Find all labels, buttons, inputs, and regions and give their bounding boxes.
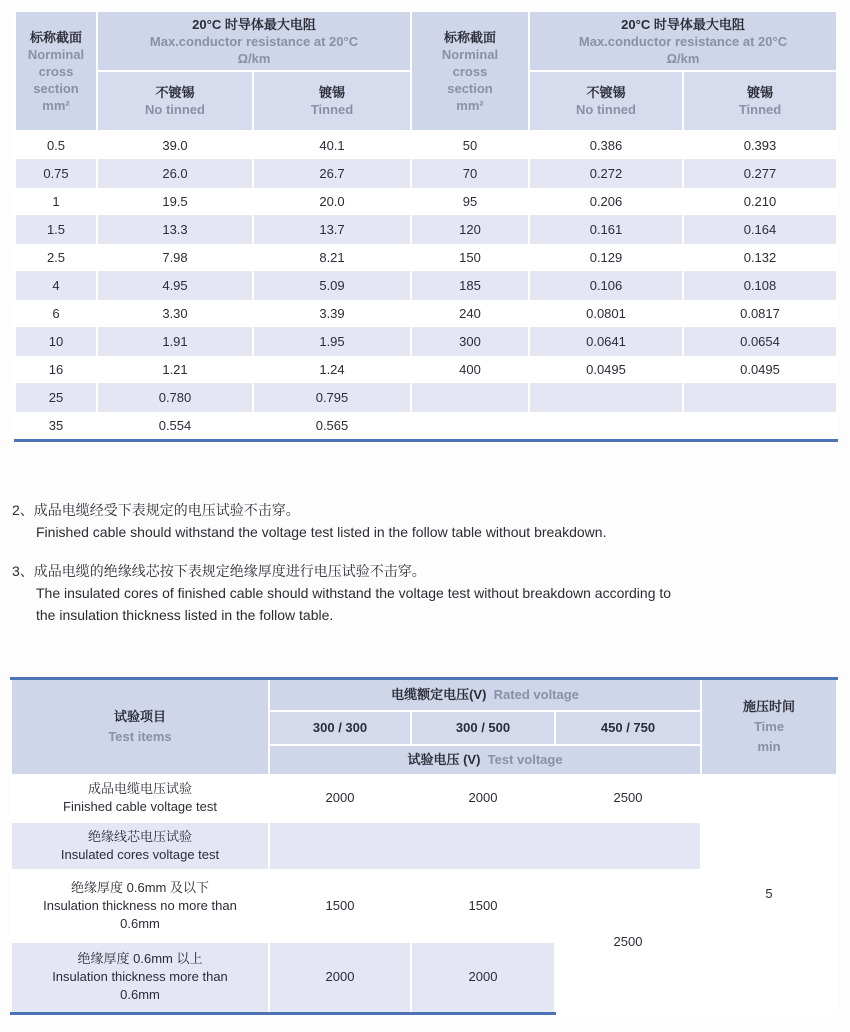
note-item-2 — [12, 499, 606, 543]
header-untinned — [97, 71, 253, 131]
header-time-cn: 施压时间 — [743, 698, 796, 714]
header-test-voltage-cn: 试验电压 (V) — [407, 751, 481, 767]
table-cell: 26.7 — [253, 160, 411, 188]
table-cell: 35 — [15, 412, 97, 441]
cell-time-value: 5 — [701, 775, 837, 1014]
header-untinned-cn: 不镀锡 — [586, 85, 626, 100]
header-resistance-en: Max.conductor resistance at 20°C — [578, 33, 788, 49]
header-section-cn: 标称截面 — [29, 29, 82, 45]
table-row — [15, 412, 837, 441]
header-test-items-en: Test items — [108, 728, 172, 744]
table-cell: 1.91 — [97, 328, 253, 356]
table-cell: 2.5 — [15, 244, 97, 272]
table-cell: 0.108 — [683, 272, 837, 300]
header-time-en: Time — [753, 718, 785, 734]
row-label-en: Insulated cores voltage test — [60, 846, 220, 862]
table-cell: 0.161 — [529, 216, 683, 244]
header-test-items-cn: 试验项目 — [113, 708, 166, 724]
table-cell — [683, 412, 837, 441]
table-cell: 0.210 — [683, 188, 837, 216]
header-rated-cn: 电缆额定电压(V) — [391, 686, 487, 702]
table-row — [15, 272, 837, 300]
header-section-2 — [411, 11, 529, 131]
table-cell: 5.09 — [253, 272, 411, 300]
table-cell: 3.30 — [97, 300, 253, 328]
table-cell: 1.24 — [253, 356, 411, 384]
cell-value: 2000 — [411, 942, 555, 1014]
table-cell: 0.272 — [529, 160, 683, 188]
table-row — [15, 216, 837, 244]
header-section — [15, 11, 97, 131]
table-cell: 4.95 — [97, 272, 253, 300]
table-cell: 13.3 — [97, 216, 253, 244]
table-cell: 300 — [411, 328, 529, 356]
table-cell — [683, 384, 837, 412]
table-cell: 13.7 — [253, 216, 411, 244]
table-row — [15, 300, 837, 328]
table-cell: 20.0 — [253, 188, 411, 216]
table-cell: 120 — [411, 216, 529, 244]
table-cell: 3.39 — [253, 300, 411, 328]
table-cell: 0.0654 — [683, 328, 837, 356]
table-cell: 240 — [411, 300, 529, 328]
row-label-en: Finished cable voltage test — [63, 799, 217, 814]
header-time — [701, 679, 837, 775]
row-label-cn: 绝缘线芯电压试验 — [87, 828, 192, 844]
header-test-voltage-en: Test voltage — [487, 751, 563, 767]
header-section-cn: 标称截面 — [443, 29, 496, 45]
table-cell: 19.5 — [97, 188, 253, 216]
table-cell: 40.1 — [253, 131, 411, 160]
cell-value-merged: 2500 — [555, 870, 701, 1014]
header-section-en: Norminal cross section — [441, 46, 499, 96]
table-cell: 0.565 — [253, 412, 411, 441]
conductor-resistance-table — [14, 10, 838, 442]
header-voltage-300-500: 300 / 500 — [411, 711, 555, 745]
table-cell: 6 — [15, 300, 97, 328]
header-resistance-unit: Ω/km — [237, 50, 271, 66]
note-2-cn: 2、成品电缆经受下表规定的电压试验不击穿。 — [12, 502, 300, 518]
table-cell: 1.95 — [253, 328, 411, 356]
table-cell: 0.206 — [529, 188, 683, 216]
table-cell: 0.386 — [529, 131, 683, 160]
table-cell: 0.0801 — [529, 300, 683, 328]
table-cell: 0.106 — [529, 272, 683, 300]
table-cell: 0.129 — [529, 244, 683, 272]
table-cell: 39.0 — [97, 131, 253, 160]
header-voltage-450-750: 450 / 750 — [555, 711, 701, 745]
header-resistance-2 — [529, 11, 837, 71]
header-resistance-unit: Ω/km — [666, 50, 700, 66]
table-cell: 0.780 — [97, 384, 253, 412]
row-label-en: Insulation thickness no more than 0.6mm — [43, 897, 237, 931]
row-insulated-cores-label — [11, 822, 269, 870]
header-test-voltage — [269, 745, 701, 775]
table-cell — [411, 384, 529, 412]
table-cell: 7.98 — [97, 244, 253, 272]
row-finished-cable-label — [11, 775, 269, 822]
table-row — [15, 384, 837, 412]
header-section-unit: mm² — [42, 97, 70, 113]
note-3-cn: 3、成品电缆的绝缘线芯按下表规定绝缘厚度进行电压试验不击穿。 — [12, 563, 426, 579]
cell-value: 2000 — [269, 775, 411, 822]
table-cell: 8.21 — [253, 244, 411, 272]
table-cell: 26.0 — [97, 160, 253, 188]
table-cell: 0.795 — [253, 384, 411, 412]
header-section-unit: mm² — [456, 97, 484, 113]
table-cell: 0.0495 — [529, 356, 683, 384]
table-cell: 0.277 — [683, 160, 837, 188]
table-cell — [529, 412, 683, 441]
table-cell: 1 — [15, 188, 97, 216]
cell-blank — [269, 822, 701, 870]
header-tinned — [253, 71, 411, 131]
note-3-en-line2: the insulation thickness listed in the follow table. — [36, 607, 334, 623]
table-cell: 150 — [411, 244, 529, 272]
row-label-cn: 成品电缆电压试验 — [87, 781, 192, 796]
table-cell: 0.554 — [97, 412, 253, 441]
cell-value: 2000 — [269, 942, 411, 1014]
cell-value: 2500 — [555, 775, 701, 822]
table-cell: 95 — [411, 188, 529, 216]
table-cell: 4 — [15, 272, 97, 300]
table-cell: 0.132 — [683, 244, 837, 272]
table-cell: 16 — [15, 356, 97, 384]
table-cell: 0.0817 — [683, 300, 837, 328]
table-cell: 1.5 — [15, 216, 97, 244]
table-cell: 400 — [411, 356, 529, 384]
table-row — [15, 328, 837, 356]
table-cell: 0.393 — [683, 131, 837, 160]
note-item-3 — [12, 560, 671, 626]
header-resistance-en: Max.conductor resistance at 20°C — [149, 33, 359, 49]
table-cell: 50 — [411, 131, 529, 160]
header-untinned-en: No tinned — [145, 102, 205, 117]
header-untinned-en: No tinned — [576, 102, 636, 117]
header-test-items — [11, 679, 269, 775]
table-row — [15, 244, 837, 272]
table-row — [15, 160, 837, 188]
row-label-cn: 绝缘厚度 0.6mm 以上 — [77, 951, 203, 967]
table-cell: 0.164 — [683, 216, 837, 244]
header-untinned-2 — [529, 71, 683, 131]
header-resistance-cn: 20°C 时导体最大电阻 — [192, 16, 316, 32]
table-cell — [529, 384, 683, 412]
table-cell: 0.0641 — [529, 328, 683, 356]
header-rated-voltage — [269, 679, 701, 711]
row-label-en: Insulation thickness more than 0.6mm — [52, 969, 228, 1003]
table-cell: 70 — [411, 160, 529, 188]
table-cell: 0.75 — [15, 160, 97, 188]
header-time-unit: min — [757, 738, 781, 754]
header-rated-en: Rated voltage — [493, 686, 579, 702]
table-row — [15, 188, 837, 216]
row-thickness-le-label — [11, 870, 269, 942]
header-untinned-cn: 不镀锡 — [155, 85, 195, 100]
note-2-en: Finished cable should withstand the voltage test listed in the follow table without breakdown. — [36, 524, 607, 540]
header-resistance-cn: 20°C 时导体最大电阻 — [621, 16, 745, 32]
table-cell: 0.0495 — [683, 356, 837, 384]
table-cell: 25 — [15, 384, 97, 412]
header-tinned-2 — [683, 71, 837, 131]
header-tinned-cn: 镀锡 — [318, 85, 345, 100]
voltage-test-table — [10, 677, 838, 1015]
row-thickness-gt-label — [11, 942, 269, 1014]
cell-value: 1500 — [411, 870, 555, 942]
table-cell: 0.5 — [15, 131, 97, 160]
table-cell: 185 — [411, 272, 529, 300]
table-cell: 1.21 — [97, 356, 253, 384]
header-tinned-en: Tinned — [738, 102, 782, 117]
table-cell: 10 — [15, 328, 97, 356]
table-cell — [411, 412, 529, 441]
note-3-en-line1: The insulated cores of finished cable should withstand the voltage test without breakdown according to — [36, 585, 672, 601]
header-tinned-en: Tinned — [310, 102, 354, 117]
table-row — [15, 131, 837, 160]
resistance-table-body — [15, 131, 837, 441]
table-row — [15, 356, 837, 384]
cell-value: 2000 — [411, 775, 555, 822]
header-resistance — [97, 11, 411, 71]
header-tinned-cn: 镀锡 — [746, 85, 773, 100]
cell-value: 1500 — [269, 870, 411, 942]
header-section-en: Norminal cross section — [27, 46, 85, 96]
header-voltage-300-300: 300 / 300 — [269, 711, 411, 745]
row-label-cn: 绝缘厚度 0.6mm 及以下 — [71, 879, 209, 895]
